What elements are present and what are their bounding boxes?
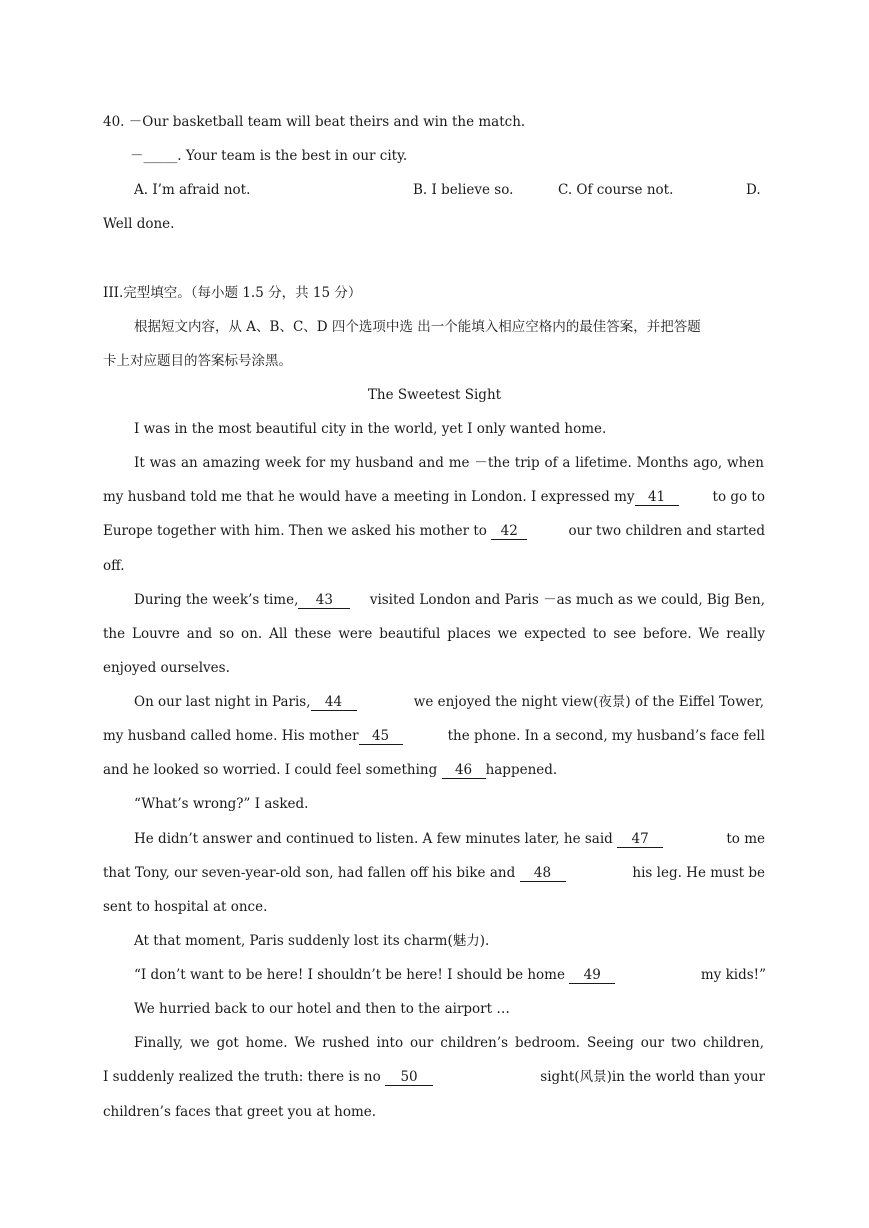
paragraph-6-line3: sent to hospital at once. <box>103 899 268 915</box>
blank-42: 42 <box>491 524 527 540</box>
text-segment: we enjoyed the night view(夜景) of the Eiffel Tower, <box>413 694 764 710</box>
paragraph-1: I was in the most beautiful city in the world, yet I only wanted home. <box>134 421 607 437</box>
blank-41: 41 <box>635 490 679 506</box>
text-segment: sight(风景)in the world than your <box>540 1069 765 1085</box>
text-segment: “I don’t want to be here! I shouldn’t be here! I should be home <box>134 967 570 983</box>
q40-option-a: A. I’m afraid not. <box>134 182 251 198</box>
q40-option-d-text: Well done. <box>103 216 175 232</box>
blank-44: 44 <box>311 695 357 711</box>
text-segment: On our last night in Paris, <box>134 694 311 710</box>
q40-question: 40. －Our basketball team will beat theirs and win the match. <box>103 114 526 130</box>
text-segment: He didn’t answer and continued to listen. A few minutes later, he said <box>134 831 618 847</box>
q40-option-b: B. I believe so. <box>413 182 514 198</box>
paragraph-2-line2 <box>103 488 765 506</box>
paragraph-4-line1 <box>134 693 764 711</box>
blank-50: 50 <box>385 1070 433 1086</box>
text-segment: his leg. He must be <box>632 865 765 881</box>
section-instruction-line1: 根据短文内容，从 A、B、C、D 四个选项中选 出一个能填入相应空格内的最佳答案，并把答题 <box>134 319 701 335</box>
paragraph-8 <box>134 966 766 984</box>
paragraph-3-line2: the Louvre and so on. All these were beautiful places we expected to see before. We really <box>103 626 765 642</box>
section-instruction-line2: 卡上对应题目的答案标号涂黑。 <box>103 353 292 369</box>
text-segment: Europe together with him. Then we asked his mother to <box>103 523 492 539</box>
paragraph-6-line1 <box>134 830 765 848</box>
paragraph-10-line1: Finally, we got home. We rushed into our children’s bedroom. Seeing our two children, <box>134 1035 764 1051</box>
blank-46: 46 <box>442 763 486 779</box>
blank-45: 45 <box>359 729 403 745</box>
q40-reply-text: . Your team is the best in our city. <box>177 148 408 164</box>
paragraph-2-line1: It was an amazing week for my husband and me －the trip of a lifetime. Months ago, when <box>134 455 764 471</box>
blank-47: 47 <box>617 832 663 848</box>
paragraph-3-line3: enjoyed ourselves. <box>103 660 230 676</box>
paragraph-4-line3 <box>103 761 557 779</box>
text-segment: that Tony, our seven-year-old son, had fallen off his bike and <box>103 865 520 881</box>
text-segment: to me <box>726 831 765 847</box>
blank-43: 43 <box>298 593 350 609</box>
text-segment: to go to <box>712 489 765 505</box>
text-segment: our two children and started <box>568 523 765 539</box>
q40-option-d: D. <box>746 182 761 198</box>
paragraph-10-line3: children’s faces that greet you at home. <box>103 1104 377 1120</box>
paragraph-2-line3 <box>103 522 765 540</box>
q40-option-c: C. Of course not. <box>558 182 674 198</box>
paragraph-9: We hurried back to our hotel and then to the airport … <box>134 1001 510 1017</box>
paragraph-6-line2 <box>103 864 765 882</box>
text-segment: I suddenly realized the truth: there is no <box>103 1069 386 1085</box>
paragraph-2-line4: off. <box>103 558 125 574</box>
paragraph-10-line2 <box>103 1068 765 1086</box>
q40-reply <box>130 147 407 165</box>
blank-49: 49 <box>569 968 615 984</box>
text-segment: the phone. In a second, my husband’s face fell <box>447 728 765 744</box>
blank-48: 48 <box>520 866 566 882</box>
passage-title: The Sweetest Sight <box>367 387 502 403</box>
q40-reply-dash: － <box>130 148 144 164</box>
text-segment: During the week’s time, <box>134 592 299 608</box>
paragraph-4-line2 <box>103 727 765 745</box>
paragraph-3-line1 <box>134 591 765 609</box>
q40-reply-blank: _____ <box>143 148 178 164</box>
section-heading: III.完型填空。（每小题 1.5 分，共 15 分） <box>103 285 362 301</box>
text-segment: happened. <box>485 762 558 778</box>
text-segment: my husband called home. His mother <box>103 728 359 744</box>
text-segment: my kids!” <box>700 967 766 983</box>
paragraph-5: “What’s wrong?” I asked. <box>134 796 309 812</box>
text-segment: and he looked so worried. I could feel something <box>103 762 442 778</box>
text-segment: my husband told me that he would have a meeting in London. I expressed my <box>103 489 635 505</box>
paragraph-7: At that moment, Paris suddenly lost its charm(魅力). <box>134 933 490 949</box>
text-segment: visited London and Paris －as much as we could, Big Ben, <box>369 592 765 608</box>
